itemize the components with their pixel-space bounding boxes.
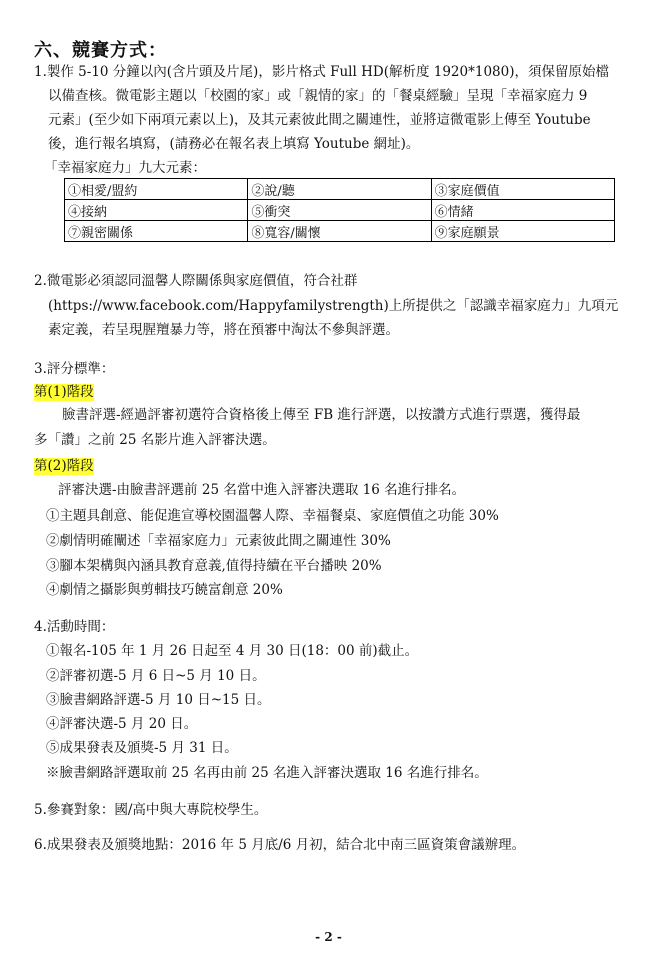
table-cell: ⑧寬容/關懷 bbox=[248, 221, 431, 242]
item-1-line-3: 元素」(至少如下兩項元素以上)，及其元素彼此間之關連性，並將這微電影上傳至 Youtube bbox=[48, 112, 591, 128]
schedule-item: ④評審決選-5 月 20 日。 bbox=[46, 716, 198, 732]
table-cell: ⑦親密關係 bbox=[65, 221, 248, 242]
item-1-line-2: 以備查核。微電影主題以「校園的家」或「親情的家」的「餐桌經驗」呈現「幸福家庭力 9 bbox=[48, 88, 588, 104]
elements-table-title: 「幸福家庭力」九大元素： bbox=[44, 160, 206, 176]
table-cell: ⑨家庭願景 bbox=[431, 221, 614, 242]
schedule-item: ③臉書網路評選-5 月 10 日~15 日。 bbox=[46, 692, 271, 708]
item-1-line-1: 1.製作 5-10 分鐘以內(含片頭及片尾)，影片格式 Full HD(解析度 1920*1080)，須保留原始檔 bbox=[34, 64, 609, 80]
item-2-line-1: 2.微電影必須認同溫馨人際關係與家庭價值，符合社群 bbox=[34, 273, 358, 289]
section-heading: 六、競賽方式： bbox=[34, 40, 167, 61]
stage-2-line-1: 評審決選-由臉書評選前 25 名當中進入評審決選取 16 名進行排名。 bbox=[58, 482, 466, 498]
table-cell: ③家庭價值 bbox=[431, 179, 614, 200]
page-number: - 2 - bbox=[315, 930, 342, 944]
criteria-item: ④劇情之攝影與剪輯技巧饒富創意 20% bbox=[46, 582, 283, 598]
item-1-line-4: 後，進行報名填寫，(請務必在報名表上填寫 Youtube 網址)。 bbox=[48, 136, 420, 152]
table-cell: ⑤衝突 bbox=[248, 200, 431, 221]
stage-1-line-1: 臉書評選-經過評審初選符合資格後上傳至 FB 進行評選，以按讚方式進行票選，獲得最 bbox=[62, 407, 581, 423]
item-2-line-2: (https://www.facebook.com/Happyfamilystrength)上所提供之「認識幸福家庭力」九項元 bbox=[48, 298, 619, 314]
criteria-item: ③腳本架構與內涵具教育意義,值得持續在平台播映 20% bbox=[46, 558, 382, 574]
criteria-item: ②劇情明確闡述「幸福家庭力」元素彼此間之關連性 30% bbox=[46, 533, 391, 549]
table-cell: ⑥情緒 bbox=[431, 200, 614, 221]
criteria-item: ①主題具創意、能促進宣導校園溫馨人際、幸福餐桌、家庭價值之功能 30% bbox=[46, 508, 499, 524]
stage-2-label: 第(2)階段 bbox=[34, 458, 94, 474]
table-row bbox=[65, 200, 615, 221]
item-6: 6.成果發表及頒獎地點：2016 年 5 月底/6 月初，結合北中南三區資策會議辦理。 bbox=[34, 837, 526, 853]
table-cell: ①相愛/盟約 bbox=[65, 179, 248, 200]
stage-1-label: 第(1)階段 bbox=[34, 384, 94, 400]
schedule-item: ⑤成果發表及頒獎-5 月 31 日。 bbox=[46, 740, 238, 756]
table-row bbox=[65, 179, 615, 200]
stage-1-line-2: 多「讚」之前 25 名影片進入評審決選。 bbox=[34, 432, 276, 448]
elements-table bbox=[64, 178, 615, 242]
table-row bbox=[65, 221, 615, 242]
item-3-title: 3.評分標準： bbox=[34, 361, 115, 377]
schedule-note: ※臉書網路評選取前 25 名再由前 25 名進入評審決選取 16 名進行排名。 bbox=[46, 765, 488, 781]
item-2-line-3: 素定義，若呈現腥羶暴力等，將在預審中淘汰不參與評選。 bbox=[48, 322, 399, 338]
table-cell: ②說/聽 bbox=[248, 179, 431, 200]
schedule-item: ②評審初選-5 月 6 日~5 月 10 日。 bbox=[46, 668, 266, 684]
item-5: 5.參賽對象：國/高中與大專院校學生。 bbox=[34, 802, 268, 818]
item-4-title: 4.活動時間： bbox=[34, 619, 115, 635]
table-cell: ④接納 bbox=[65, 200, 248, 221]
schedule-item: ①報名-105 年 1 月 26 日起至 4 月 30 日(18：00 前)截止。 bbox=[46, 643, 419, 659]
